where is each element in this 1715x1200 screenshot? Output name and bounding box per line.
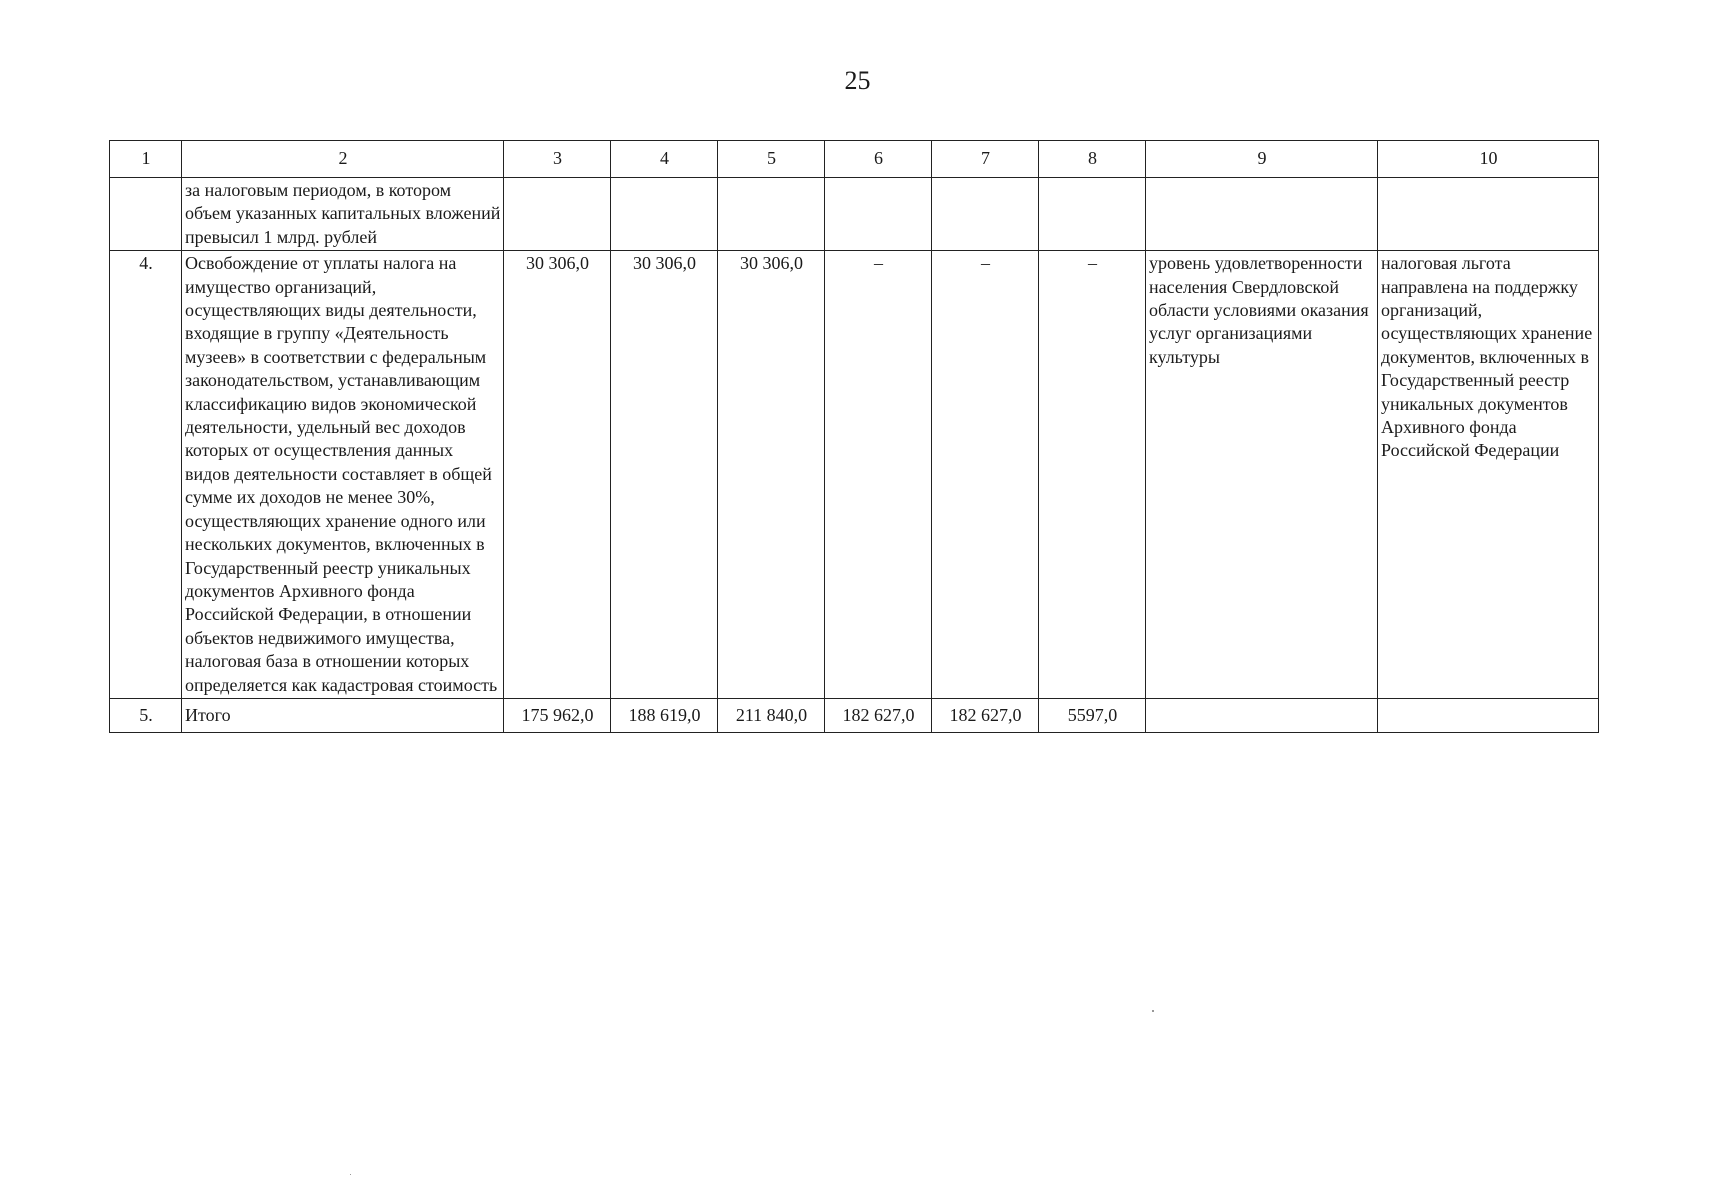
row-number-cell: 5. bbox=[110, 698, 182, 732]
total-value-cell: 188 619,0 bbox=[611, 698, 718, 732]
data-table bbox=[109, 140, 1599, 733]
header-cell: 2 bbox=[182, 141, 504, 178]
scan-speck bbox=[350, 1174, 351, 1175]
header-cell: 1 bbox=[110, 141, 182, 178]
header-cell: 6 bbox=[825, 141, 932, 178]
goal-cell: налоговая льгота направлена на поддержку организаций, осуществляющих хранение документов, включенных в Государственный реестр уникальных документов Архивного фонда Российской Федерации bbox=[1378, 251, 1599, 699]
indicator-cell bbox=[1146, 178, 1378, 251]
value-cell bbox=[1039, 178, 1146, 251]
value-cell bbox=[718, 178, 825, 251]
header-cell: 7 bbox=[932, 141, 1039, 178]
total-value-cell: 5597,0 bbox=[1039, 698, 1146, 732]
total-value-cell: 175 962,0 bbox=[504, 698, 611, 732]
value-cell: – bbox=[1039, 251, 1146, 699]
value-cell: 30 306,0 bbox=[718, 251, 825, 699]
total-value-cell: 182 627,0 bbox=[825, 698, 932, 732]
benefit-description-cell: за налоговым периодом, в котором объем указанных капитальных вложений превысил 1 млрд. рублей bbox=[182, 178, 504, 251]
total-label-cell: Итого bbox=[182, 698, 504, 732]
row-number-cell bbox=[110, 178, 182, 251]
page-number: 25 bbox=[844, 66, 871, 95]
value-cell bbox=[825, 178, 932, 251]
value-cell: – bbox=[825, 251, 932, 699]
scan-speck bbox=[1152, 1010, 1154, 1012]
goal-cell bbox=[1378, 698, 1599, 732]
header-cell: 4 bbox=[611, 141, 718, 178]
indicator-cell bbox=[1146, 698, 1378, 732]
total-value-cell: 211 840,0 bbox=[718, 698, 825, 732]
row-number-cell: 4. bbox=[110, 251, 182, 699]
header-cell: 3 bbox=[504, 141, 611, 178]
goal-cell bbox=[1378, 178, 1599, 251]
value-cell bbox=[611, 178, 718, 251]
header-cell: 8 bbox=[1039, 141, 1146, 178]
benefit-description-cell: Освобождение от уплаты налога на имущество организаций, осуществляющих виды деятельности, входящие в группу «Деятельность музеев» в соответствии с федеральным законодательством, устанавливающим классификацию видов экономической деятельности, удельный вес доходов которых от осуществления данных видов деятельности составляет в общей сумме их доходов не менее 30%, осуществляющих хранение одного или нескольких документов, включенных в Государственный реестр уникальных документов Архивного фонда Российской Федерации, в отношении объектов недвижимого имущества, налоговая база в отношении которых определяется как кадастровая стоимость bbox=[182, 251, 504, 699]
header-cell: 9 bbox=[1146, 141, 1378, 178]
table-header-row bbox=[110, 141, 1599, 178]
header-cell: 10 bbox=[1378, 141, 1599, 178]
value-cell: – bbox=[932, 251, 1039, 699]
table-row bbox=[110, 251, 1599, 699]
table-row bbox=[110, 178, 1599, 251]
value-cell: 30 306,0 bbox=[504, 251, 611, 699]
total-row bbox=[110, 698, 1599, 732]
total-value-cell: 182 627,0 bbox=[932, 698, 1039, 732]
value-cell bbox=[932, 178, 1039, 251]
header-cell: 5 bbox=[718, 141, 825, 178]
value-cell: 30 306,0 bbox=[611, 251, 718, 699]
value-cell bbox=[504, 178, 611, 251]
indicator-cell: уровень удовлетворенности населения Свердловской области условиями оказания услуг организациями культуры bbox=[1146, 251, 1378, 699]
